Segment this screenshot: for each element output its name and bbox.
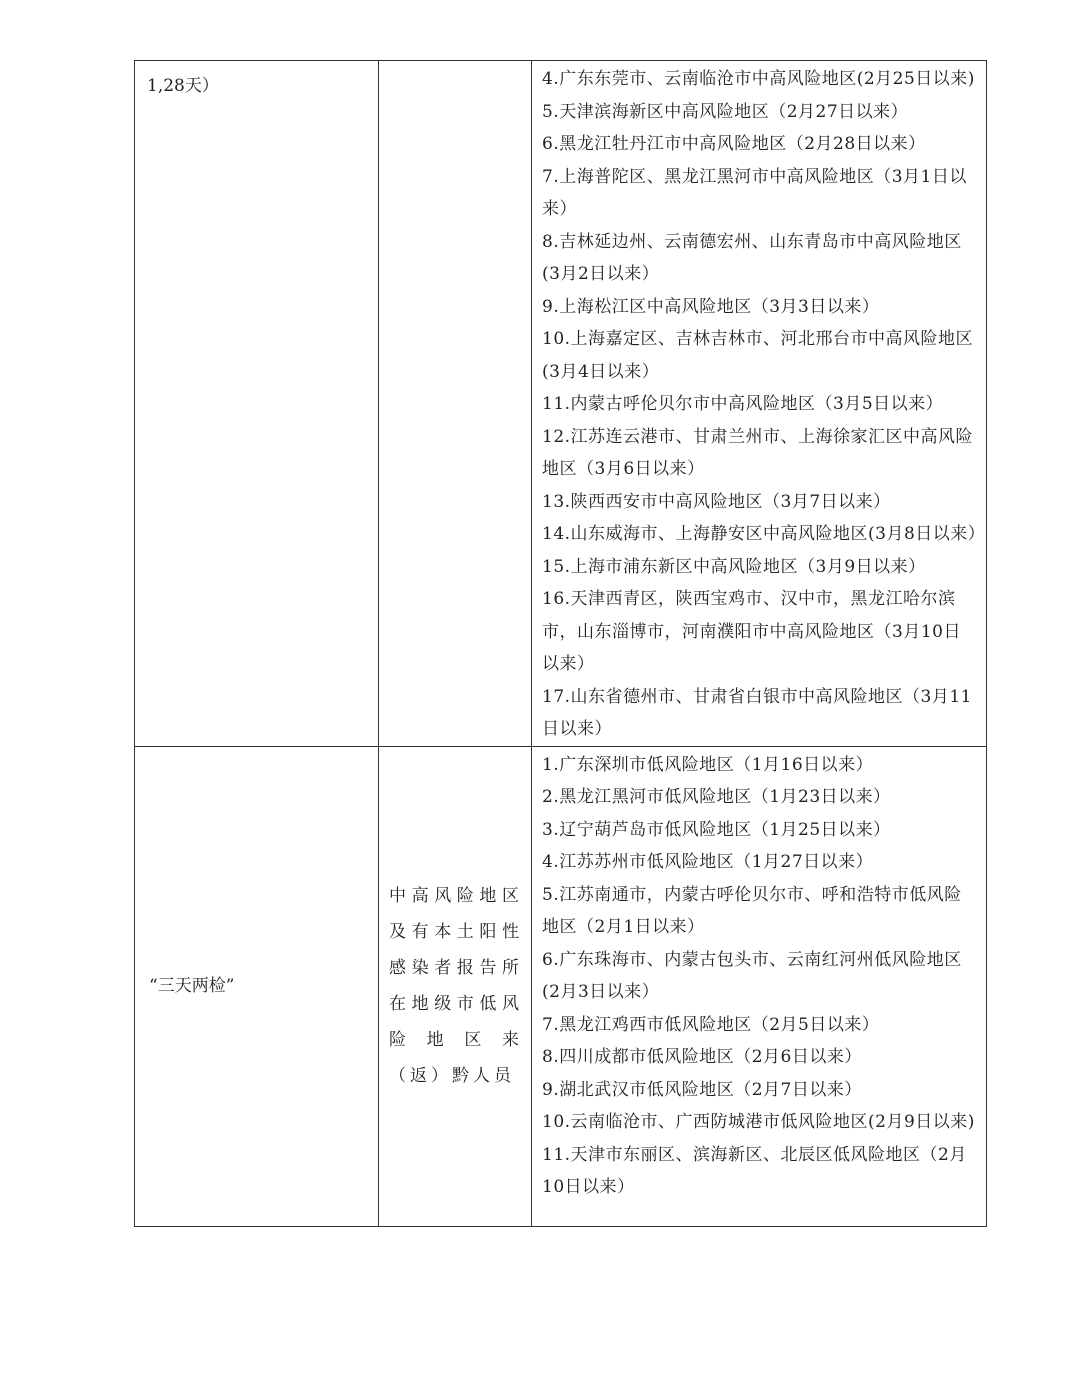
list-item: 14.山东威海市、上海静安区中高风险地区(3月8日以来） <box>542 524 986 544</box>
list-item: 9.上海松江区中高风险地区（3月3日以来） <box>542 296 880 317</box>
people-cell <box>379 746 532 1226</box>
list-item: 2.黑龙江黑河市低风险地区（1月23日以来） <box>542 787 891 807</box>
table-row <box>135 746 987 1226</box>
list-item: 11.天津市东丽区、滨海新区、北辰区低风险地区（2月10日以来） <box>542 1144 967 1197</box>
list-item: 10.上海嘉定区、吉林吉林市、河北邢台市中高风险地区(3月4日以来） <box>542 329 974 382</box>
people-cell <box>379 61 532 747</box>
list-item: 8.吉林延边州、云南德宏州、山东青岛市中高风险地区(3月2日以来） <box>542 231 962 284</box>
list-item: 1.广东深圳市低风险地区（1月16日以来） <box>542 754 874 775</box>
list-item: 8.四川成都市低风险地区（2月6日以来） <box>542 1047 862 1067</box>
people-text: 中高风险地区及有本土阳性感染者报告所在地级市低风险地区来（返）黔人员 <box>389 886 523 1086</box>
measure-label: 1,28天） <box>147 76 219 96</box>
list-item: 7.上海普陀区、黑龙江黑河市中高风险地区（3月1日以来） <box>542 166 967 219</box>
measure-cell <box>135 61 379 747</box>
list-item: 16.天津西青区，陕西宝鸡市、汉中市，黑龙江哈尔滨市，山东淄博市，河南濮阳市中高风险地区（3月10日以来） <box>542 589 961 674</box>
list-item: 13.陕西西安市中高风险地区（3月7日以来） <box>542 491 891 512</box>
list-item: 4.江苏苏州市低风险地区（1月27日以来） <box>542 852 874 872</box>
list-item: 11.内蒙古呼伦贝尔市中高风险地区（3月5日以来） <box>542 394 944 414</box>
list-item: 3.辽宁葫芦岛市低风险地区（1月25日以来） <box>542 819 891 840</box>
list-item: 6.广东珠海市、内蒙古包头市、云南红河州低风险地区(2月3日以来） <box>542 949 962 1002</box>
list-item: 7.黑龙江鸡西市低风险地区（2月5日以来） <box>542 1014 880 1035</box>
area-list-cell <box>532 61 987 747</box>
list-item: 5.江苏南通市，内蒙古呼伦贝尔市、呼和浩特市低风险地区（2月1日以来） <box>542 884 962 937</box>
measure-label: “三天两检” <box>149 975 235 996</box>
measure-cell <box>135 746 379 1226</box>
area-list-cell <box>532 746 987 1226</box>
list-item: 6.黑龙江牡丹江市中高风险地区（2月28日以来） <box>542 134 926 154</box>
list-item: 4.广东东莞市、云南临沧市中高风险地区(2月25日以来) <box>542 69 975 89</box>
list-item: 12.江苏连云港市、甘肃兰州市、上海徐家汇区中高风险地区（3月6日以来） <box>542 426 974 479</box>
list-item: 15.上海市浦东新区中高风险地区（3月9日以来） <box>542 556 926 577</box>
list-item: 9.湖北武汉市低风险地区（2月7日以来） <box>542 1079 862 1100</box>
list-item: 17.山东省德州市、甘肃省白银市中高风险地区（3月11日以来） <box>542 686 972 739</box>
table-row <box>135 61 987 747</box>
risk-area-table <box>134 60 987 1227</box>
list-item: 10.云南临沧市、广西防城港市低风险地区(2月9日以来) <box>542 1112 975 1132</box>
list-item: 5.天津滨海新区中高风险地区（2月27日以来） <box>542 101 909 122</box>
